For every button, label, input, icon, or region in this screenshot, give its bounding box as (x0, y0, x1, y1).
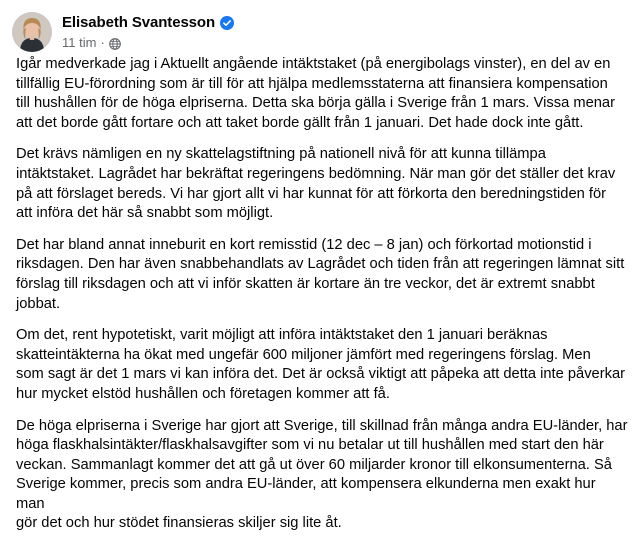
post-subtitle (62, 34, 234, 52)
post-meta (62, 13, 234, 52)
author-name[interactable]: Elisabeth Svantesson (62, 14, 216, 31)
post-paragraph-2: Det krävs nämligen en ny skattelagstiftning på nationell nivå för att kunna tillämpa intäktstaket. Lagrådet har bekräftat regeringens bedömning. När man gör det ställer det krav på att förslaget bereds. Vi har gjort allt vi har kunnat för att förkorta den beredningstiden för att införa det här så snabbt som möjligt. (16, 146, 616, 222)
post-timestamp[interactable]: 11 tim (62, 35, 97, 50)
post-body (16, 55, 628, 546)
post-paragraph-4: Om det, rent hypotetiskt, varit möjligt att införa intäktstaket den 1 januari beräknas skatteintäkterna ha ökat med ungefär 600 miljoner jämfört med regeringens förslag. Men som sagt är det 1 mars vi kan införa det. Det är också viktigt att påpeka att detta inte påverkar hur mycket elstöd hushållen och företagen kommer att få. (16, 327, 626, 402)
author-row (62, 13, 234, 33)
post-paragraph-3: Det har bland annat inneburit en kort remisstid (12 dec – 8 jan) och förkortad motionstid i riksdagen. Den har även snabbehandlats av Lagrådet och tiden från att regeringen lämnat sitt förslag till riksdagen och att vi inför skatten är kortare än tre veckor, det är extremt snabbt jobbat. (16, 236, 625, 312)
avatar-portrait-icon (12, 12, 52, 52)
post-paragraph-5: De höga elpriserna i Sverige har gjort att Sverige, till skillnad från många andra EU-länder, har höga flaskhalsintäkter/flaskhalsavgifter som vi nu betalar ut till hushållen med start den här veckan. Sammanlagt kommer det att gå ut över 60 miljarder kronor till elkonsumenterna. Så Sverige kommer, precis som andra EU-länder, att kompensera elkunderna men exakt hur man gör det och hur stödet finansieras skiljer sig lite åt. (16, 417, 628, 532)
separator-dot: · (100, 35, 105, 50)
verified-badge-icon (220, 16, 234, 30)
post-paragraph-1: Igår medverkade jag i Aktuellt angående intäktstaket (på energibolags vinster), en del av en tillfällig EU-förordning som är till för att hjälpa medlemsstaterna att finansiera kompensation till hushållen för de höga elpriserna. Detta ska börja gälla i Sverige från 1 mars. Vissa menar att det borde gått fortare och att taket borde gällt från 1 januari. Det hade dock inte gått. (16, 56, 615, 131)
author-avatar[interactable] (12, 12, 52, 52)
post-header (12, 12, 234, 52)
globe-icon[interactable] (109, 37, 121, 49)
